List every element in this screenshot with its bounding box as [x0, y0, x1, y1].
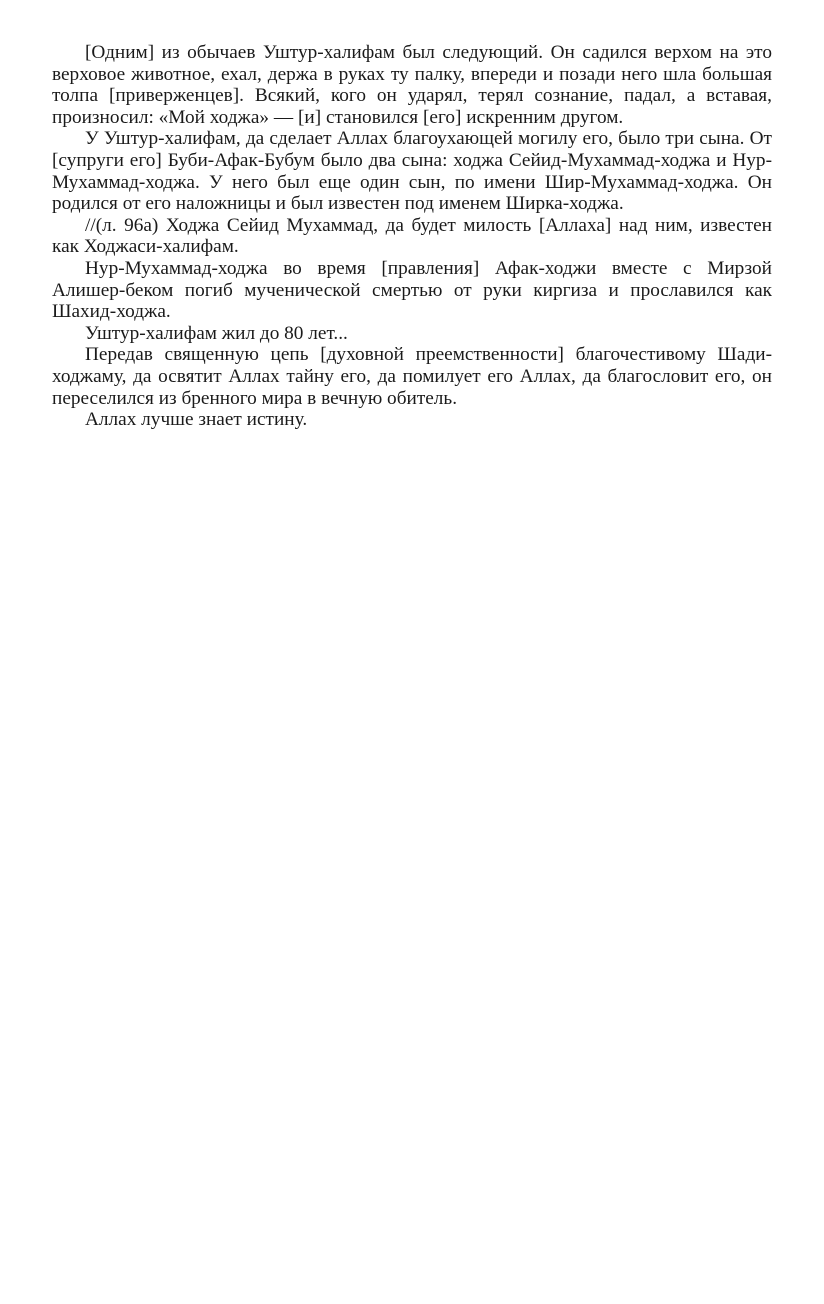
- paragraph-ushtur-custom: [Одним] из обычаев Уштур-халифам был следующий. Он садился верхом на это верховое животное, ехал, держа в руках ту палку, впереди и позади него шла большая толпа [приверженцев]. Всякий, кого он ударял, терял сознание, падал, а вставая, произносил: «Мой ходжа» — [и] становился [его] искренним другом.: [52, 42, 772, 128]
- paragraph-three-sons: У Уштур-халифам, да сделает Аллах благоухающей могилу его, было три сына. От [супруги его] Буби-Афак-Бубум было два сына: ходжа Сейид-Мухаммад-ходжа и Нур-Мухаммад-ходжа. У него был еще один сын, по имени Шир-Мухаммад-ходжа. Он родился от его наложницы и был известен под именем Ширка-ходжа.: [52, 128, 772, 215]
- document-page: [52, 42, 772, 431]
- paragraph-sayyid-muhammad: //(л. 96а) Ходжа Сейид Мухаммад, да будет милость [Аллаха] над ним, известен как Ходжаси-халифам.: [52, 214, 772, 258]
- paragraph-closing: Аллах лучше знает истину.: [85, 409, 308, 431]
- paragraph-lifespan: Уштур-халифам жил до 80 лет...: [85, 322, 348, 344]
- paragraph-nur-muhammad: Нур-Мухаммад-ходжа во время [правления] Афак-ходжи вместе с Мирзой Алишер-беком погиб мученической смертью от руки киргиза и прославился как Шахид-ходжа.: [52, 257, 772, 323]
- paragraph-succession: Передав священную цепь [духовной преемственности] благочестивому Шади-ходжаму, да освятит Аллах тайну его, да помилует его Аллах, да благословит его, он переселился из бренного мира в вечную обитель.: [52, 344, 772, 409]
